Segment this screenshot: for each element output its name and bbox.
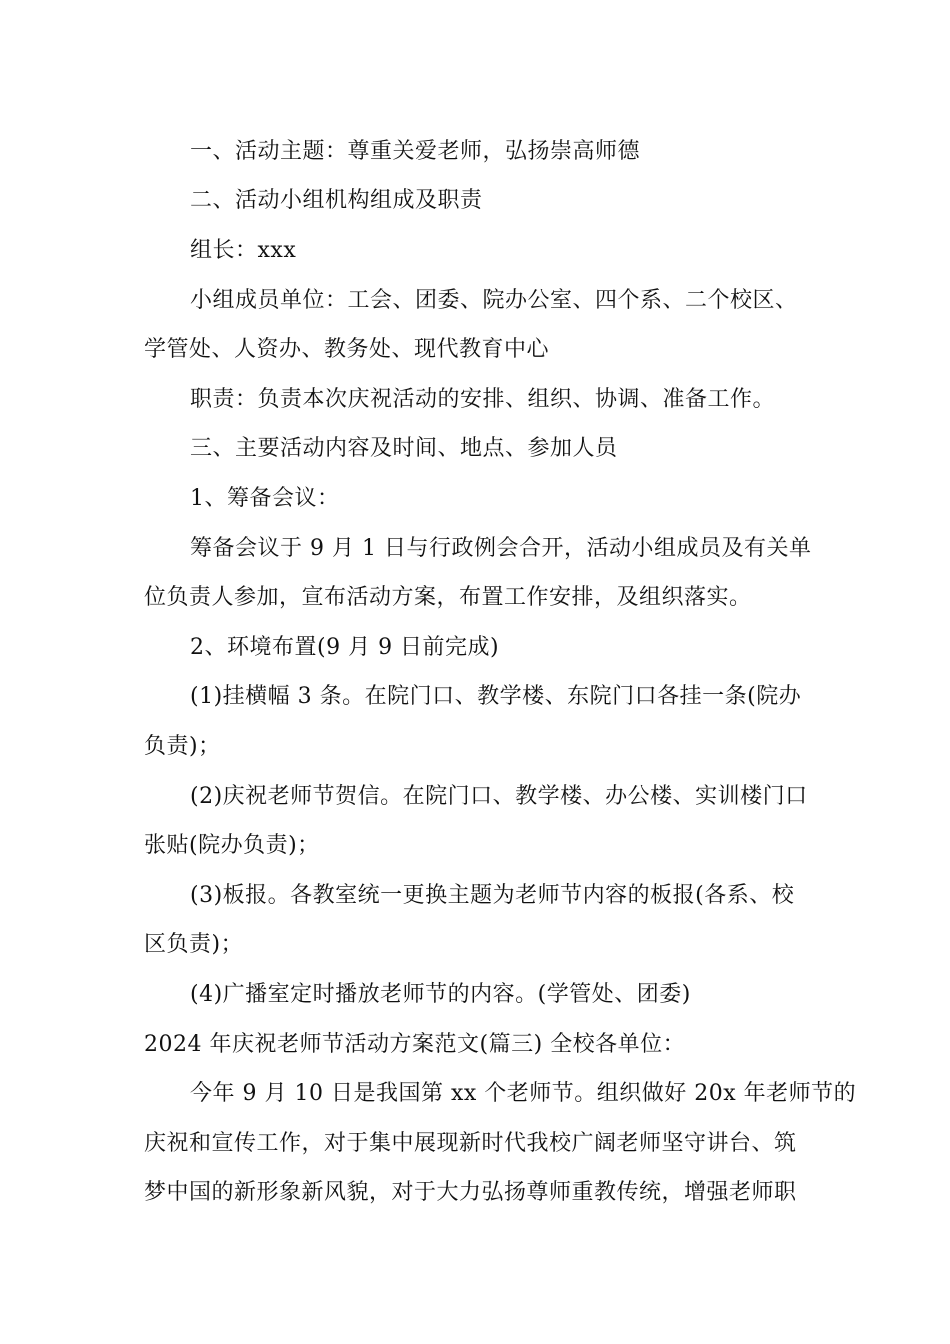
group-members-continued-line: 学管处、人资办、教务处、现代教育中心 <box>144 337 550 362</box>
intro-paragraph-line-3: 梦中国的新形象新风貌，对于大力弘扬尊师重教传统，增强老师职 <box>144 1180 797 1205</box>
item-environment-heading: 2、环境布置(9 月 9 日前完成) <box>190 635 500 660</box>
section-heading-activities: 三、主要活动内容及时间、地点、参加人员 <box>190 436 618 461</box>
intro-paragraph-line-2: 庆祝和宣传工作，对于集中展现新时代我校广阔老师坚守讲台、筑 <box>144 1131 797 1156</box>
item-preparatory-meeting-heading: 1、筹备会议： <box>190 486 340 511</box>
broadcast-item-line: (4)广播室定时播放老师节的内容。(学管处、团委) <box>190 982 691 1007</box>
preparatory-meeting-text-continued: 位负责人参加，宣布活动方案，布置工作安排，及组织落实。 <box>144 585 752 610</box>
congratulation-letter-continued: 张贴(院办负责)； <box>144 833 320 858</box>
banner-item-continued: 负责)； <box>144 734 221 759</box>
group-members-line: 小组成员单位：工会、团委、院办公室、四个系、二个校区、 <box>190 288 798 313</box>
group-leader-line: 组长：xxx <box>190 238 297 263</box>
responsibilities-line: 职责：负责本次庆祝活动的安排、组织、协调、准备工作。 <box>190 387 776 412</box>
section-heading-organization: 二、活动小组机构组成及职责 <box>190 188 483 213</box>
intro-paragraph-line-1: 今年 9 月 10 日是我国第 xx 个老师节。组织做好 20x 年老师节的 <box>190 1081 857 1106</box>
banner-item-line: (1)挂横幅 3 条。在院门口、教学楼、东院门口各挂一条(院办 <box>190 684 802 709</box>
article-title-line: 2024 年庆祝老师节活动方案范文(篇三) 全校各单位： <box>144 1032 686 1057</box>
blackboard-item-line: (3)板报。各教室统一更换主题为老师节内容的板报(各系、校 <box>190 883 795 908</box>
activity-theme-line: 一、活动主题：尊重关爱老师，弘扬崇高师德 <box>190 139 641 164</box>
preparatory-meeting-text: 筹备会议于 9 月 1 日与行政例会合开，活动小组成员及有关单 <box>190 536 812 561</box>
congratulation-letter-line: (2)庆祝老师节贺信。在院门口、教学楼、办公楼、实训楼门口 <box>190 784 808 809</box>
blackboard-item-continued: 区负责)； <box>144 932 244 957</box>
